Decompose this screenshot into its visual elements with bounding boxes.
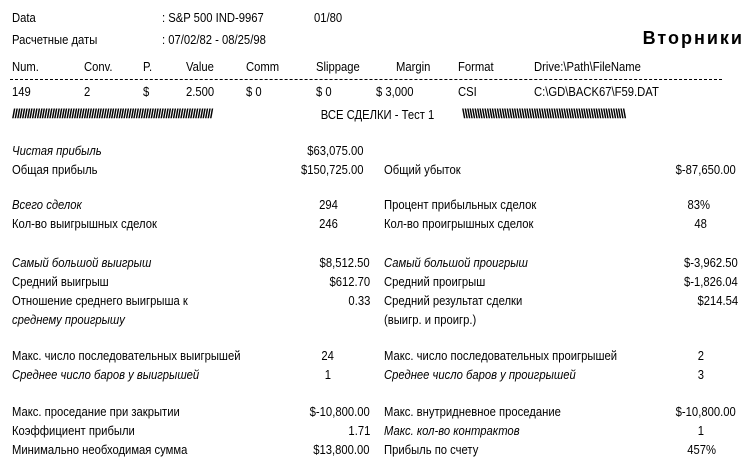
largest-win-value: $8,512.50 [319, 256, 370, 270]
avg-trade-label-2: (выигр. и проигр.) [384, 313, 477, 327]
largest-win-label: Самый большой выигрыш [12, 256, 152, 270]
ratio-value: 0.33 [348, 294, 370, 308]
avg-trade-label-1: Средний результат сделки [384, 294, 523, 308]
col-header-num: Num. [12, 60, 39, 74]
col-header-margin: Margin [396, 60, 431, 74]
avg-bars-loss-value: 3 [697, 368, 704, 382]
col-header-format: Format [458, 60, 494, 74]
col-header-p: P. [143, 60, 153, 74]
avg-trade-value: $214.54 [697, 294, 738, 308]
max-close-dd-value: $-10,800.00 [309, 405, 370, 419]
col-header-comm: Comm [246, 60, 280, 74]
cell-p: $ [143, 85, 150, 99]
cell-value: 2.500 [186, 85, 215, 99]
max-close-dd-label: Макс. проседание при закрытии [12, 405, 180, 419]
header-divider [10, 79, 722, 80]
profit-factor-label: Коэффициент прибыли [12, 424, 135, 438]
profit-factor-value: 1.71 [348, 424, 370, 438]
largest-loss-value: $-3,962.50 [684, 256, 738, 270]
cell-comm: $ 0 [246, 85, 262, 99]
losing-trades-label: Кол-во проигрышных сделок [384, 217, 534, 231]
max-consec-loss-label: Макс. число последовательных проигрышей [384, 349, 618, 363]
min-account-label: Минимально необходимая сумма [12, 443, 188, 457]
data-label: Data [12, 11, 36, 25]
data-value: : S&P 500 IND-9967 [162, 11, 264, 25]
max-intraday-dd-label: Макс. внутридневное проседание [384, 405, 561, 419]
avg-win-label: Средний выигрыш [12, 275, 109, 289]
max-intraday-dd-value: $-10,800.00 [675, 405, 736, 419]
total-trades-label: Всего сделок [12, 198, 82, 212]
return-label: Прибыль по счету [384, 443, 479, 457]
banner-slashes-left: ///////////////////////////////////////////////////////////////////////////////// [12, 108, 213, 121]
col-header-value: Value [186, 60, 214, 74]
cell-slippage: $ 0 [316, 85, 332, 99]
cell-num: 149 [12, 85, 31, 99]
pct-profitable-label: Процент прибыльных сделок [384, 198, 537, 212]
ratio-label-1: Отношение среднего выигрыша к [12, 294, 188, 308]
dates-label: Расчетные даты [12, 33, 98, 47]
gross-loss-label: Общий убыток [384, 163, 461, 177]
data-code: 01/80 [314, 11, 343, 25]
gross-profit-label: Общая прибыль [12, 163, 98, 177]
cell-margin: $ 3,000 [376, 85, 414, 99]
day-title: Вторники [642, 28, 744, 48]
max-consec-win-value: 24 [321, 349, 334, 363]
cell-conv: 2 [84, 85, 91, 99]
avg-win-value: $612.70 [329, 275, 370, 289]
avg-bars-loss-label: Среднее число баров у проигрышей [384, 368, 576, 382]
avg-bars-win-value: 1 [324, 368, 331, 382]
max-contracts-value: 1 [697, 424, 704, 438]
max-consec-loss-value: 2 [697, 349, 704, 363]
gross-loss-value: $-87,650.00 [675, 163, 736, 177]
avg-loss-label: Средний проигрыш [384, 275, 486, 289]
gross-profit-value: $150,725.00 [301, 163, 364, 177]
pct-profitable-value: 83% [687, 198, 710, 212]
max-consec-win-label: Макс. число последовательных выигрышей [12, 349, 241, 363]
section-banner [12, 108, 744, 124]
cell-path: C:\GD\BACK67\F59.DAT [534, 85, 659, 99]
avg-bars-win-label: Среднее число баров у выигрышей [12, 368, 200, 382]
col-header-slippage: Slippage [316, 60, 360, 74]
cell-format: CSI [458, 85, 477, 99]
winning-trades-value: 246 [319, 217, 338, 231]
losing-trades-value: 48 [694, 217, 707, 231]
banner-slashes-right: \\\\\\\\\\\\\\\\\\\\\\\\\\\\\\\\\\\\\\\\\\\\\\\\\\\\\\\\\\\\\\\\\\ [462, 108, 626, 121]
return-value: 457% [687, 443, 716, 457]
max-contracts-label: Макс. кол-во контрактов [384, 424, 520, 438]
col-header-conv: Conv. [84, 60, 113, 74]
col-header-path: Drive:\Path\FileName [534, 60, 641, 74]
min-account-value: $13,800.00 [313, 443, 370, 457]
banner-title: ВСЕ СДЕЛКИ - Тест 1 [318, 109, 437, 122]
total-trades-value: 294 [319, 198, 338, 212]
avg-loss-value: $-1,826.04 [684, 275, 738, 289]
net-profit-label: Чистая прибыль [12, 144, 102, 158]
largest-loss-label: Самый большой проигрыш [384, 256, 528, 270]
winning-trades-label: Кол-во выигрышных сделок [12, 217, 157, 231]
dates-value: : 07/02/82 - 08/25/98 [162, 33, 266, 47]
ratio-label-2: среднему проигрышу [12, 313, 125, 327]
net-profit-value: $63,075.00 [307, 144, 364, 158]
